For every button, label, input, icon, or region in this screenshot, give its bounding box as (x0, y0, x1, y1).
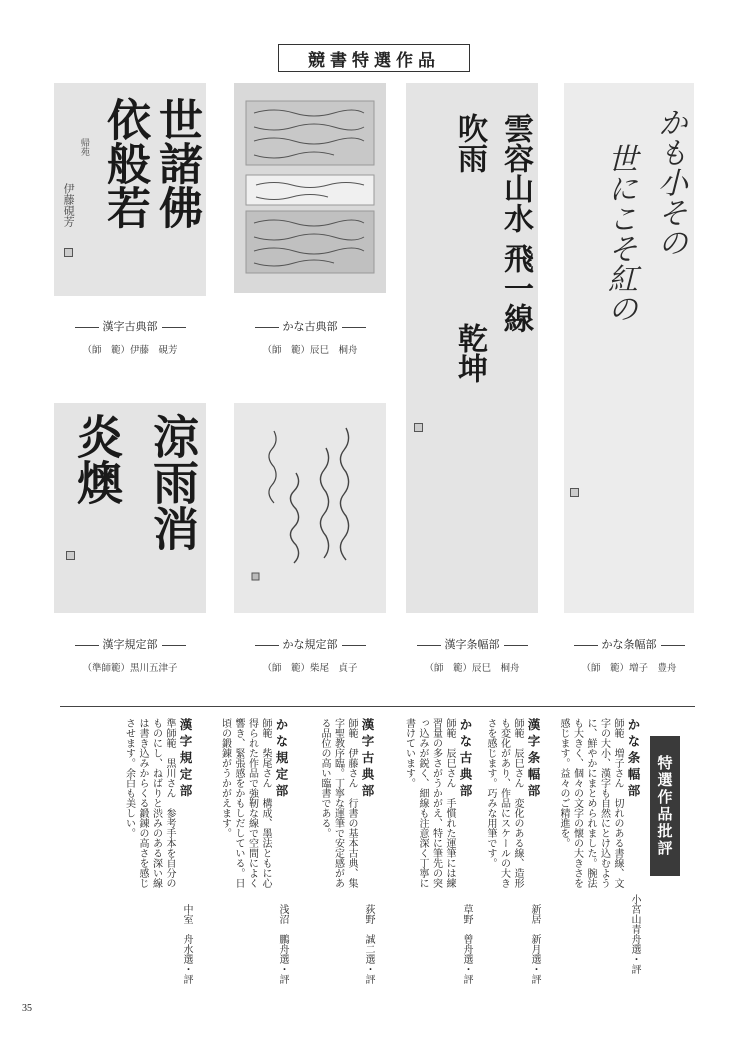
artwork-calligraphy-col: 涼雨消 (146, 413, 200, 551)
critique-heading: 漢字規定部 (178, 718, 193, 801)
category-caption: 漢字古典部 (54, 318, 206, 334)
critique-heading: かな古典部 (458, 718, 473, 801)
artwork-kana-sheet (234, 83, 386, 293)
critique-reviewer: 荻野 誠二選・評 (363, 904, 374, 984)
critique-text: 準師範 黒川さん 参考手本を自分のものにし、ねばりと渋みのある深い線は書き込みからくる鍛錬の高さを感じさせます。余白も美しい。 (123, 718, 175, 888)
critique-reviewer: 新居 新月選・評 (529, 904, 540, 984)
artwork-kana-jofuku (564, 83, 694, 613)
artwork-kana-kitei (234, 403, 386, 613)
critique-text: 師範 柴尾さん 構成、墨法ともに心得られた作品で強靭な線で空間によく響き、緊張感をかもしだしている。日頃の鍛錬がうかがえます。 (219, 718, 271, 888)
teacher-name: （師 範）伊藤 硯芳 (82, 345, 178, 356)
artwork-calligraphy-col: 世諸佛 (151, 97, 202, 229)
critique-heading: 漢字条幅部 (526, 718, 541, 801)
critique-text: 師範 辰巳さん 手慣れた運筆には練習量の多さがうかがえ、特に筆先の突っ込みが鋭く、細線も注意深く丁寧に書けています。 (403, 718, 455, 888)
seal-stamp (414, 423, 423, 432)
artwork-calligraphy-col: 吹雨 (452, 113, 487, 173)
critique-section (80, 718, 196, 1008)
critique-section (200, 718, 292, 1008)
section-title: 競書特選作品 (278, 44, 470, 72)
critique-reviewer: 中室 舟水選・評 (181, 904, 192, 984)
seal-stamp (66, 551, 75, 560)
critique-section (548, 718, 644, 1008)
category-caption: かな規定部 (234, 636, 386, 652)
artwork-calligraphy-col: 炎燠 (70, 413, 124, 505)
teacher-name: （師 範）辰巳 桐舟 (424, 663, 520, 674)
category-caption: 漢字条幅部 (400, 636, 544, 652)
critique-heading: かな条幅部 (626, 718, 641, 801)
critique-reviewer: 小宮山青舟選・評 (629, 894, 640, 974)
critique-text: 師範 辰巳さん 変化のある線、造形も変化があり、作品にスケールの大きさを感じます。巧みな用筆です。 (485, 718, 523, 888)
critique-heading: かな規定部 (274, 718, 289, 801)
artwork-calligraphy-col: 飛一線 (498, 243, 533, 333)
critique-reviewer: 浅沼 鵬舟選・評 (277, 904, 288, 984)
artwork-kanji-koten (54, 83, 206, 296)
artwork-calligraphy-col: 世にこそ紅の (602, 143, 637, 323)
critique-text: 師範 伊藤さん 行書の基本古典、集字聖教序臨。丁寧な運筆で安定感がある品位の高い臨書である。 (319, 718, 357, 888)
artwork-calligraphy-col: 依般若 (99, 97, 150, 229)
artwork-kana-koten (234, 83, 386, 293)
teacher-name: （準師範）黒川五津子 (82, 663, 178, 674)
teacher-name: （師 範）増子 豊舟 (581, 663, 677, 674)
artwork-kanji-kitei (54, 403, 206, 613)
category-caption: かな古典部 (234, 318, 386, 334)
teacher-name: （師 範）辰巳 桐舟 (262, 345, 358, 356)
critique-section (382, 718, 476, 1008)
category-caption: かな条幅部 (558, 636, 700, 652)
category-caption: 漢字規定部 (54, 636, 206, 652)
critique-section (480, 718, 544, 1008)
critique-section (296, 718, 378, 1008)
artwork-calligraphy-col: 乾坤 (452, 323, 487, 383)
seal-stamp (570, 488, 579, 497)
critique-title: 特選作品批評 (650, 736, 680, 876)
critique-reviewer: 草野 曾舟選・評 (461, 904, 472, 984)
artwork-signature: 伊藤硯芳 (62, 183, 76, 227)
artwork-calligraphy-col: 雲容山水 (498, 113, 533, 233)
section-divider (60, 706, 695, 707)
seal-stamp (64, 248, 73, 257)
page-number: 35 (22, 1003, 32, 1014)
artwork-kanji-jofuku (406, 83, 538, 613)
teacher-name: （師 範）柴尾 貞子 (262, 663, 358, 674)
critique-text: 師範 増子さん 切れのある書線、文字の大小、漢字も自然にとけ込むように、鮮やかにまとめられました。腕法も大きく、個々の文字の懐の大きさを感じます。益々のご精進を。 (558, 718, 623, 888)
artwork-signature: 帰苑 (78, 138, 89, 156)
critique-heading: 漢字古典部 (360, 718, 375, 801)
artwork-calligraphy-col: かも小その (652, 107, 687, 257)
artwork-kana-sheet (234, 403, 386, 613)
